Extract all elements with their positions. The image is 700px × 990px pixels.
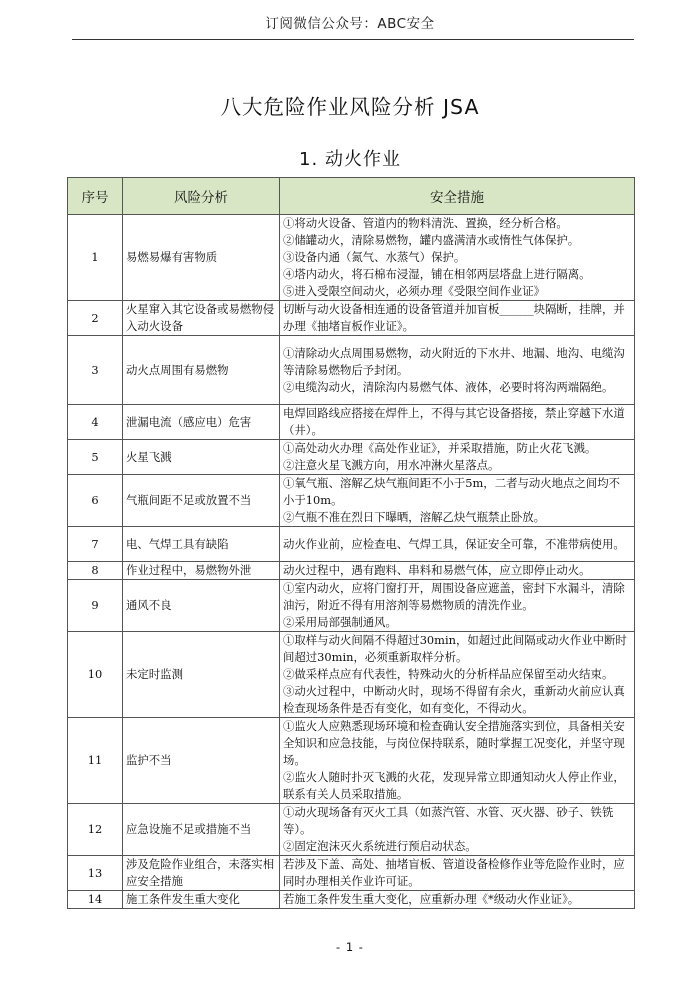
- measure-item: 电焊回路线应搭接在焊件上，不得与其它设备搭接，禁止穿越下水道（井）。: [283, 406, 625, 437]
- risk-analysis-table: [67, 177, 635, 909]
- table-row: [68, 301, 635, 336]
- section-title: 1. 动火作业: [299, 149, 401, 170]
- header-rule: [72, 39, 634, 40]
- risk-cell: 应急设施不足或措施不当: [123, 804, 280, 856]
- risk-cell: 火星窜入其它设备或易燃物侵入动火设备: [123, 301, 280, 336]
- column-header-no: 序号: [68, 178, 123, 215]
- row-number: 8: [68, 562, 123, 580]
- measure-item: ②采用局部强制通风。: [283, 615, 397, 629]
- row-number: 10: [68, 632, 123, 718]
- measure-item: ①清除动火点周围易燃物，动火附近的下水井、地漏、地沟、电缆沟等清除易燃物后予封闭。: [283, 345, 625, 377]
- table-row: [68, 580, 635, 632]
- measures-cell: [280, 527, 635, 562]
- risk-cell: 动火点周围有易燃物: [123, 336, 280, 405]
- measure-item: 切断与动火设备相连通的设备管道并加盲板______块隔断，挂牌，并办理《抽堵盲板作业证》。: [283, 302, 625, 333]
- measures-cell: [280, 405, 635, 440]
- risk-cell: 监护不当: [123, 718, 280, 804]
- table-row: [68, 475, 635, 527]
- row-number: 2: [68, 301, 123, 336]
- measure-item: ③设备内通（氮气、水蒸气）保护。: [283, 250, 466, 264]
- measures-cell: [280, 440, 635, 475]
- table-row: [68, 891, 635, 909]
- risk-cell: 涉及危险作业组合，未落实相应安全措施: [123, 856, 280, 891]
- measure-item: ①取样与动火间隔不得超过30min，如超过此间隔或动火作业中断时间超过30min，必须重新取样分析。: [283, 633, 627, 664]
- risk-cell: 电、气焊工具有缺陷: [123, 527, 280, 562]
- table-row: [68, 562, 635, 580]
- document-title: 八大危险作业风险分析 JSA: [220, 95, 480, 119]
- measure-item: ②电缆沟动火，清除沟内易燃气体、液体，必要时将沟两端隔绝。: [283, 379, 614, 394]
- risk-cell: 气瓶间距不足或放置不当: [123, 475, 280, 527]
- measure-item: ⑤进入受限空间动火，必须办理《受限空间作业证》: [283, 284, 545, 298]
- measure-item: ①氧气瓶、溶解乙炔气瓶间距不小于5m，二者与动火地点之间均不小于10m。: [283, 476, 620, 507]
- measures-cell: [280, 856, 635, 891]
- risk-cell: 未定时监测: [123, 632, 280, 718]
- measure-item: ①将动火设备、管道内的物料清洗、置换，经分析合格。: [283, 216, 568, 230]
- row-number: 7: [68, 527, 123, 562]
- measures-cell: [280, 562, 635, 580]
- measure-item: ④塔内动火，将石棉布浸湿，铺在相邻两层塔盘上进行隔离。: [283, 267, 591, 281]
- table-row: [68, 804, 635, 856]
- measures-cell: [280, 891, 635, 909]
- table-row: [68, 632, 635, 718]
- measures-cell: [280, 215, 635, 301]
- table-row: [68, 856, 635, 891]
- measure-item: 若涉及下盖、高处、抽堵盲板、管道设备检修作业等危险作业时，应同时办理相关作业许可证。: [283, 857, 625, 888]
- row-number: 5: [68, 440, 123, 475]
- measure-item: ①室内动火，应将门窗打开，周围设备应遮盖，密封下水漏斗，清除油污，附近不得有用溶剂等易燃物质的清洗作业。: [283, 581, 625, 612]
- measure-item: 若施工条件发生重大变化，应重新办理《*级动火作业证》。: [283, 892, 580, 906]
- header-text: 订阅微信公众号：ABC安全: [265, 16, 435, 32]
- risk-cell: 施工条件发生重大变化: [123, 891, 280, 909]
- table-row: [68, 718, 635, 804]
- measure-item: ②监火人随时扑灭飞溅的火花，发现异常立即通知动火人停止作业，联系有关人员采取措施。: [283, 770, 625, 801]
- page-number: - 1 -: [336, 940, 364, 954]
- measure-item: ②做采样点应有代表性，特殊动火的分析样品应保留至动火结束。: [283, 667, 614, 681]
- table-row: [68, 527, 635, 562]
- row-number: 3: [68, 336, 123, 405]
- row-number: 4: [68, 405, 123, 440]
- row-number: 1: [68, 215, 123, 301]
- measure-item: ②气瓶不准在烈日下曝晒，溶解乙炔气瓶禁止卧放。: [283, 510, 545, 524]
- measure-item: ②储罐动火，清除易燃物，罐内盛满清水或惰性气体保护。: [283, 233, 580, 247]
- risk-cell: 火星飞溅: [123, 440, 280, 475]
- measures-cell: [280, 804, 635, 856]
- row-number: 6: [68, 475, 123, 527]
- measure-item: ①高处动火办理《高处作业证》，并采取措施，防止火花飞溅。: [283, 441, 597, 455]
- measures-cell: [280, 580, 635, 632]
- row-number: 11: [68, 718, 123, 804]
- risk-cell: 作业过程中，易燃物外泄: [123, 562, 280, 580]
- measures-cell: [280, 632, 635, 718]
- table-row: [68, 440, 635, 475]
- risk-cell: 易燃易爆有害物质: [123, 215, 280, 301]
- measures-cell: [280, 336, 635, 405]
- measures-cell: [280, 718, 635, 804]
- measure-item: 动火过程中，遇有跑料、串料和易燃气体，应立即停止动火。: [283, 563, 591, 577]
- measure-item: ①监火人应熟悉现场环境和检查确认安全措施落实到位，具备相关安全知识和应急技能，与岗位保持联系，随时掌握工况变化，并坚守现场。: [283, 719, 625, 767]
- table-row: [68, 215, 635, 301]
- row-number: 13: [68, 856, 123, 891]
- table-header-row: [68, 178, 635, 215]
- column-header-risk: 风险分析: [123, 178, 280, 215]
- measure-item: 动火作业前，应检查电、气焊工具，保证安全可靠，不准带病使用。: [283, 536, 625, 551]
- table-row: [68, 336, 635, 405]
- measure-item: ①动火现场备有灭火工具（如蒸汽管、水管、灭火器、砂子、铁铣等）。: [283, 805, 614, 836]
- measures-cell: [280, 475, 635, 527]
- measure-item: ③动火过程中，中断动火时，现场不得留有余火，重新动火前应认真检查现场条件是否有变化，如有变化，不得动火。: [283, 684, 625, 715]
- table-row: [68, 405, 635, 440]
- page-header: [0, 0, 700, 32]
- measure-item: ②固定泡沫灭火系统进行预启动状态。: [283, 839, 477, 853]
- measure-item: ②注意火星飞溅方向，用水冲淋火星落点。: [283, 458, 500, 472]
- risk-cell: 通风不良: [123, 580, 280, 632]
- row-number: 9: [68, 580, 123, 632]
- measures-cell: [280, 301, 635, 336]
- risk-cell: 泄漏电流（感应电）危害: [123, 405, 280, 440]
- row-number: 12: [68, 804, 123, 856]
- row-number: 14: [68, 891, 123, 909]
- column-header-measures: 安全措施: [280, 178, 635, 215]
